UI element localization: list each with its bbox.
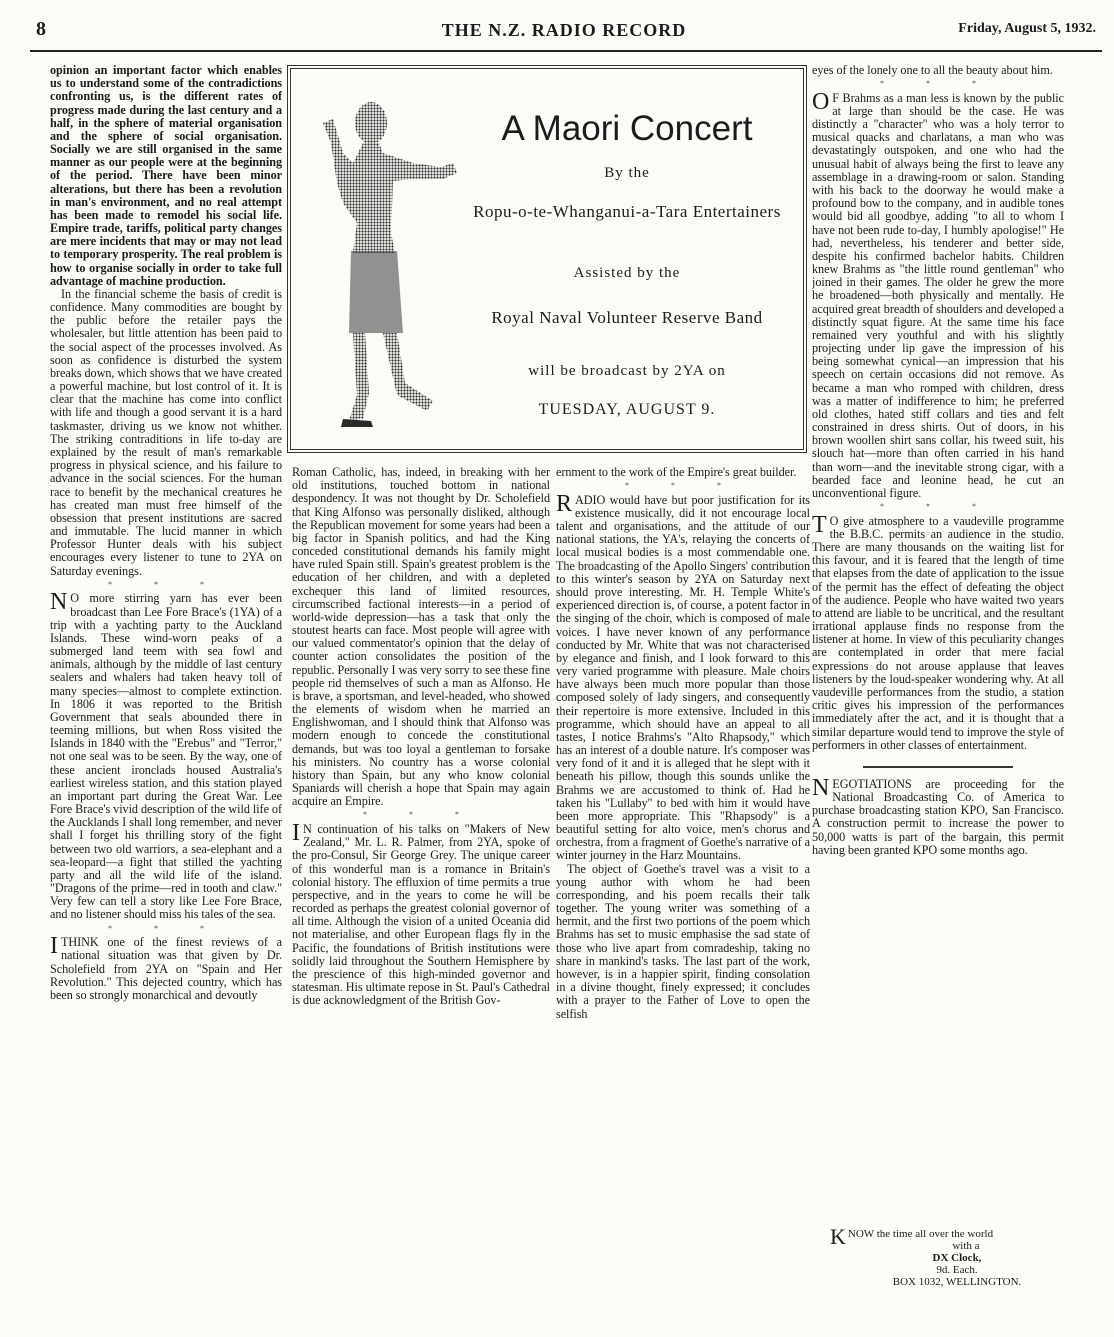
advert-address: BOX 1032, WELLINGTON.	[892, 1276, 1022, 1289]
column-2	[292, 466, 550, 1324]
article-text: ITHINK one of the finest reviews of a national situation was that given by Dr. Scholefield from 2YA on "Spain and Her Revolution." This dejected country, which has been so strongly monarchical and devoutly	[50, 933, 282, 1002]
section-divider: * * *	[880, 79, 996, 89]
advert-headline: KNOW the time all over the world	[830, 1224, 994, 1249]
section-divider: * * *	[108, 923, 224, 933]
by-line: By the	[604, 165, 650, 181]
column-4	[812, 64, 1064, 1224]
advert-line: with a	[952, 1240, 980, 1253]
divider-rule	[863, 766, 1013, 768]
article-text: RADIO would have but poor justification for its existence musically, did it not encourage local talent and organisations, and the attitude of our national stations, the YA's, relaying the concerts of local musical bodies is a most commendable one. The broadcasting of the Apollo Singers' contribution to this winter's season by 2YA on Saturday next should prove interesting. Mr. H. Temple White's experienced direction is, of course, a potent factor in the singing of the choir, which is composed of male voices. I have never known of any performance conducted by Mr. White that was not characterised by elegance and finish, and I look forward to this very varied programme with pleasure. Male choirs have always been much more popular than those composed solely of lady singers, and consequently their repertoire is more extensive. Included in this programme, which should have an appeal to all tastes, I notice Brahms's "Alto Rhapsody," which has an interest of a double nature. It's composer was very fond of it and it is alleged that he slept with it beneath his pillow, though this sounds unlike the Brahms we are accustomed to think of. Had he taken his "Lullaby" to bed with him it would have been more appropriate. This "Rhapsody" is a beautiful setting for alto voice, men's chorus and orchestra, from a fragment of Goethe's narrative of a winter journey in the Harz Mountains.	[556, 490, 810, 863]
entertainers-name: Ropu-o-te-Whanganui-a-Tara Entertainers	[473, 202, 781, 221]
article-text: NO more stirring yarn has ever been broadcast than Lee Fore Brace's (1YA) of a trip with a yachting party to the Auckland Islands. These wind-worn peaks of a submerged land teem with sea fowl and animals, although by the middle of last century sealers and whalers had taken heavy toll of many species—almost to complete extinction. In 1806 it was reported to the British Government that seals abounded there in teeming millions, but when Ross visited the Islands in 1840 with the "Erebus" and "Terror," not one seal was to be seen. By the way, one of these ancient ironclads housed Australia's earliest wireless station, and this station played an important part during the Great War. Lee Fore Brace's vivid description of the wild life of the Aucklands I shall long remember, and never shall I forget his thrilling story of the fight between two old warriors, a sea-elephant and a sea-leopard—a fight that stilled the yachting party and all the wild life of the island. "Dragons of the prime—red in tooth and claw." Very few can tell a story like Lee Fore Brace, and no listener should miss his tales of the sea.	[50, 589, 282, 922]
dx-clock-advert	[830, 1224, 1084, 1289]
article-text: ernment to the work of the Empire's great builder.	[556, 466, 797, 479]
header-divider	[30, 50, 1102, 52]
band-name: Royal Naval Volunteer Reserve Band	[491, 308, 763, 327]
concert-date: TUESDAY, AUGUST 9.	[538, 401, 716, 418]
maori-concert-box	[287, 65, 807, 453]
article-text: eyes of the lonely one to all the beauty about him.	[812, 64, 1053, 77]
section-divider: * * *	[625, 481, 741, 491]
column-1	[50, 64, 282, 1324]
article-text: NEGOTIATIONS are proceeding for the National Broadcasting Co. of America to purchase broadcasting station KPO, San Francisco. A construction permit to increase the power to 50,000 watts is part of the bargain, this permit having been granted KPO some months ago.	[812, 774, 1064, 857]
masthead-title: THE N.Z. RADIO RECORD	[441, 20, 687, 40]
concert-title: A Maori Concert	[501, 109, 753, 148]
broadcast-line: will be broadcast by 2YA on	[528, 363, 726, 379]
section-divider: * * *	[363, 810, 479, 820]
article-text: IN continuation of his talks on "Makers of New Zealand," Mr. L. R. Palmer, from 2YA, spoke of the pro-Consul, Sir George Grey. The unique career of this wonderful man is a romance in Britain's colonial history. The effluxion of time permits a true perspective, and in the years to come he will be recorded as perhaps the greatest colonial governor of all time. Although the vision of a united Oceania did not materialise, and other European flags fly in the Pacific, the foundations of British institutions were solidly laid throughout the Southern Hemisphere by the prescience of this high-minded governor and statesman. His ultimate repose in St. Paul's Cathedral is due acknowledgment of the British Gov-	[292, 820, 550, 1008]
article-text: The object of Goethe's travel was a visit to a young author with whom he had been corresponding, and his poem recalls their talk together. The young writer was something of a hermit, and the first two portions of the poem which Brahms has set to music emphasise the sad state of those who live apart from comradeship, taking no share in mankind's tasks. The last part of the work, however, is in a happier spirit, finding consolation in a divine thought, finely expressed; it concludes with a prayer to the Father of Love to open the selfish	[556, 861, 810, 1021]
page-number: 8	[36, 18, 46, 40]
advert-price: 9d. Each.	[936, 1264, 978, 1277]
article-text: OF Brahms as a man less is known by the public at large than should be the case. He was distinctly a "character" who was a holy terror to musical quacks and charlatans, a man who was devastatingly outspoken, and one who had the unusual habit of always being the first to leave any assemblage in a drawing-room or salon. Standing with his back to the doorway he would make a profound bow to the company, and in audible tones would bid all goodbye, adding "to all to whom I have not been rude to-day, I humbly apologise!" He had, nevertheless, his tenderer and better side, despite his confirmed bachelor habits. Children knew Brahms as "the little round gentleman" who joined in their games. The older he grew the more he broadened—both physically and mentally. He acquired great breadth of shoulders and developed a distinctly squat figure. At the same time his face remained very youthful and with his slightly projecting under lip gave the impression of his being somewhat cynical—an impression that his speech on certain occasions did not remove. As became a man who romped with children, dress was a matter of indifference to him; he preferred old clothes, hated stiff collars and ties and felt constrained in dress shirts. Out of doors, in his brown woollen shirt sans collar, his tweed suit, his slouch hat—more than often carried in his hand than worn—and the inevitable strong cigar, with a bearded face and leonine head, he cut an unconventional figure.	[812, 88, 1064, 500]
article-text: Roman Catholic, has, indeed, in breaking with her old institutions, touched bottom in national despondency. It was not thought by Dr. Scholefield that King Alfonso was personally disliked, although the Republican movement for some years had been a big factor in Spanish politics, and had the King conceded constitutional demands his family might have ruled Spain still. Spain's greatest problem is the education of her children, and with a depleted exchequer this land of limited resources, circumscribed factional interests—in a period of world-wide depression—has a task that only the stoutest hearts can face. Most people will agree with our valued commentator's opinion that the delay of counter action consolidates the position of the republic. Personally I was very sorry to see these fine people rid themselves of such a man as Alfonso. He is brave, a sportsman, and level-headed, who showed the elements of wisdom when he married an Englishwoman, and I should think that Alfonso was modern enough to concede the constitutional demands, but was too loyal a gentleman to forsake his ministers. No country has a worse colonial history than Spain, but any who know colonial Spaniards will cherish a hope that Spain may again acquire an Empire.	[292, 466, 550, 809]
section-divider: * * *	[880, 502, 996, 512]
assisted-line: Assisted by the	[573, 265, 681, 281]
article-text: In the financial scheme the basis of credit is confidence. Many commodities are bought by the public before the retailer pays the wholesaler, but little attention has been paid to the social aspect of the processes involved. As soon as confidence is disturbed the system breaks down, which shows that we have created a powerful machine, but lost control of it. It is clear that the machine has come into conflict with life and though a good servant it is a hard taskmaster, driving us we know not whither. The striking contraditions in life to-day are explained by the result of man's remarkable progress in physical science, and his failure to advance in the social sciences. For the human race to benefit by the mechanical creatures he has created man must free himself of the obsession that present institutions are sacred and immutable. The lucid manner in which Professor Hunter deals with his subject encourages every listener to tune to 2YA on Saturday evenings.	[50, 286, 282, 578]
advert-product: DX Clock,	[932, 1252, 982, 1265]
maori-performer-photo	[313, 83, 463, 433]
article-text: TO give atmosphere to a vaudeville programme the B.B.C. permits an audience in the studio. There are many thousands on the waiting list for this favour, and it is feared that the length of time that elapses from the date of application to the issue of the permit has the effect of defeating the object of the audience. People who have waited two years to attend are liable to be uncritical, and the resultant irrational applause finds no response from the listener at home. In view of this peculiarity changes are contemplated in order that mere facial expressions do not arouse applause that leaves listeners by the loud-speaker wondering why. At all vaudeville performances from the studio, a station critic gives his impression of the performances immediately after the act, and it is thought that a similar departure would tend to improve the style of performers in other classes of entertainment.	[812, 511, 1064, 752]
section-divider: * * *	[108, 579, 224, 589]
page-header	[28, 18, 1100, 46]
issue-date: Friday, August 5, 1932.	[958, 21, 1096, 36]
column-3	[556, 466, 810, 1324]
article-text: opinion an important factor which enables us to understand some of the contradictions confronting us, is the different rates of progress made during the last century and a half, in the sphere of material organisation and the sphere of social organisation. Socially we are still organised in the same manner as our people were at the beginning of the period. There have been minor alterations, but there has been a revolution in man's environment, and no real attempt has been made to remodel his social life. Empire trade, tariffs, political party changes are mere incidents that may or may not lead to temporary prosperity. The real problem is how to organise socially in order to take full advantage of machine production.	[50, 64, 282, 288]
